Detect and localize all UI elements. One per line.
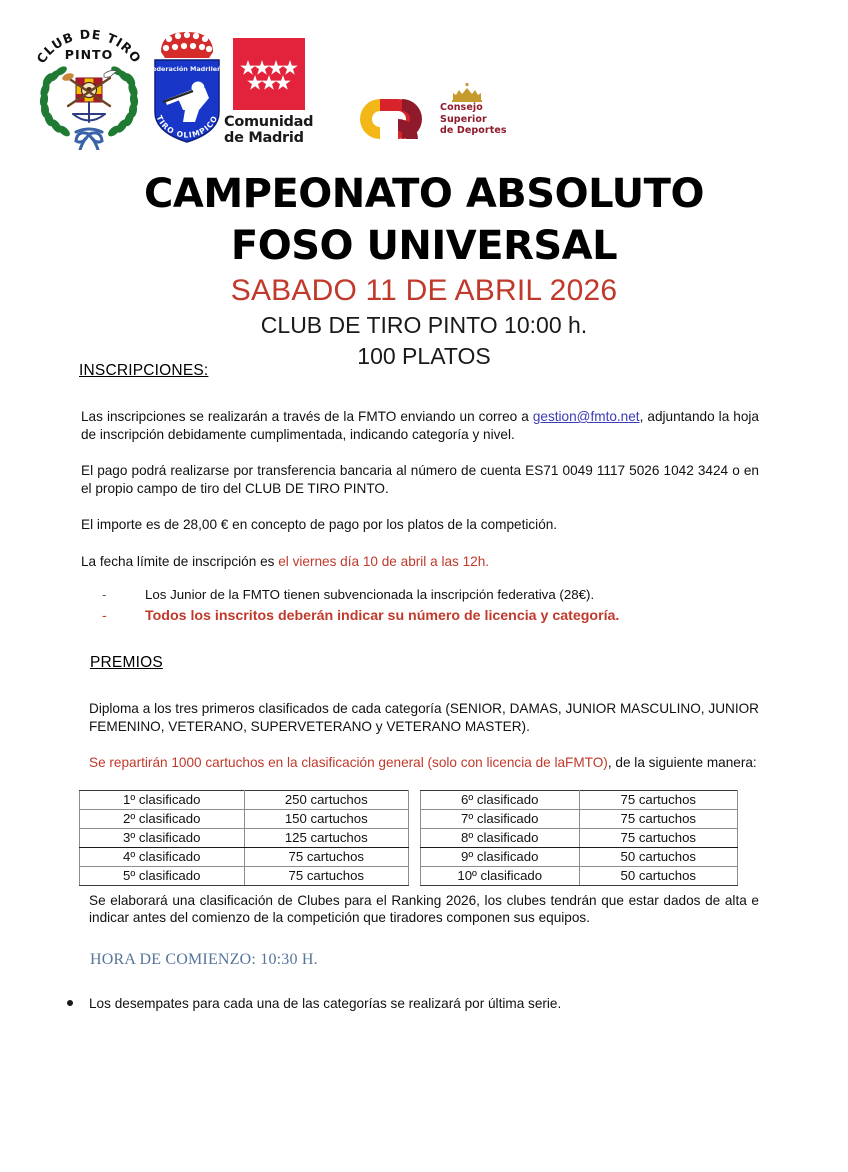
csd-line1: Consejo	[440, 102, 483, 113]
prize-cell: 75 cartuchos	[244, 847, 409, 866]
ranking-clubes-paragraph: Se elaborará una clasificación de Clubes para el Ranking 2026, los clubes tendrán que estar dados de alta e indicar antes del comienzo de la competición que tiradores componen sus equipos.	[89, 892, 759, 925]
table-row	[80, 847, 409, 866]
logo-bar	[28, 18, 507, 150]
csd-mark-icon	[340, 94, 440, 144]
table-row	[421, 828, 738, 847]
seven-stars-icon	[233, 38, 305, 110]
position-cell: 7º clasificado	[421, 809, 580, 828]
title-line-1: CAMPEONATO ABSOLUTO	[144, 171, 704, 217]
position-cell: 8º clasificado	[421, 828, 580, 847]
consejo-superior-de-deportes-logo	[340, 80, 520, 160]
csd-crown-icon	[445, 82, 489, 102]
title-line-2: FOSO UNIVERSAL	[230, 223, 618, 269]
list-item	[102, 586, 848, 604]
list-item	[102, 607, 848, 625]
p1-text-after: , adjuntando la hoja de inscripción debidamente cumplimentada, indicando categoría y nivel.	[81, 409, 759, 442]
prize-cell: 75 cartuchos	[579, 790, 738, 809]
position-cell: 9º clasificado	[421, 847, 580, 866]
table-row	[80, 828, 409, 847]
prize-cell: 50 cartuchos	[579, 847, 738, 866]
inscripciones-paragraph-4	[81, 553, 759, 571]
prize-cell: 75 cartuchos	[244, 866, 409, 885]
list-item-label: Todos los inscritos deberán indicar su número de licencia y categoría.	[145, 608, 620, 624]
table-row	[421, 866, 738, 885]
comunidad-de-madrid-wordmark	[224, 115, 334, 146]
federacion-madrilena-tiro-olimpico-logo	[147, 26, 227, 154]
prize-table-right	[420, 790, 738, 886]
table-row	[80, 866, 409, 885]
club-de-tiro-pinto-logo	[28, 22, 150, 150]
madrid-flag-square	[233, 38, 305, 110]
prize-cell: 75 cartuchos	[579, 828, 738, 847]
csd-line2: Superior	[440, 113, 487, 125]
svg-text:Federación Madrileña: Federación Madrileña	[148, 65, 226, 73]
position-cell: 6º clasificado	[421, 790, 580, 809]
prize-cell: 75 cartuchos	[579, 809, 738, 828]
inscripciones-bullet-list	[0, 586, 848, 625]
svg-text:CLUB DE TIRO: CLUB DE TIRO	[33, 26, 145, 66]
document-tail	[0, 892, 848, 1013]
document-body	[0, 362, 848, 1013]
final-bullet-item	[89, 995, 759, 1013]
position-cell: 3º clasificado	[80, 828, 245, 847]
table-row	[421, 847, 738, 866]
position-cell: 10º clasificado	[421, 866, 580, 885]
svg-text:TIRO OLIMPICO: TIRO OLIMPICO	[154, 113, 220, 140]
table-row	[80, 809, 409, 828]
list-item-label: Los Junior de la FMTO tienen subvencionada la inscripción federativa (28€).	[145, 587, 595, 602]
p1-text-before: Las inscripciones se realizarán a través de la FMTO enviando un correo a	[81, 409, 533, 424]
premios-cartuchos-red: Se repartirán 1000 cartuchos en la clasificación general (solo con licencia de laFMTO)	[89, 755, 608, 770]
prize-cell: 150 cartuchos	[244, 809, 409, 828]
event-platos: 100 PLATOS	[357, 343, 491, 369]
svg-text:PINTO: PINTO	[64, 47, 114, 62]
table-row	[421, 790, 738, 809]
prize-tables	[0, 790, 848, 883]
csd-line3: de Deportes	[440, 125, 507, 136]
prize-cell: 50 cartuchos	[579, 866, 738, 885]
prize-cell: 250 cartuchos	[244, 790, 409, 809]
inscripciones-paragraph-1	[81, 408, 759, 443]
inscripciones-heading: INSCRIPCIONES:	[79, 362, 209, 379]
position-cell: 5º clasificado	[80, 866, 245, 885]
table-row	[421, 809, 738, 828]
bullet-dot-icon	[67, 1000, 73, 1006]
p4-deadline-red: el viernes día 10 de abril a las 12h.	[278, 553, 490, 569]
event-place-time: CLUB DE TIRO PINTO 10:00 h.	[260, 312, 588, 338]
cm-line2: de Madrid	[224, 129, 304, 146]
inscripciones-paragraph-3: El importe es de 28,00 € en concepto de pago por los platos de la competición.	[81, 517, 558, 532]
contact-email-link[interactable]: gestion@fmto.net	[532, 409, 640, 424]
position-cell: 2º clasificado	[80, 809, 245, 828]
premios-paragraph-2	[89, 754, 759, 772]
event-date: SABADO 11 DE ABRIL 2026	[230, 274, 618, 307]
dash-marker: -	[102, 587, 107, 602]
p4-text-before: La fecha límite de inscripción es	[81, 553, 279, 569]
cm-line1: Comunidad	[224, 114, 314, 130]
position-cell: 1º clasificado	[80, 790, 245, 809]
csd-wordmark	[440, 102, 507, 137]
premios-cartuchos-black: , de la siguiente manera:	[607, 755, 757, 770]
position-cell: 4º clasificado	[80, 847, 245, 866]
prize-table-left	[79, 790, 409, 886]
premios-heading: PREMIOS	[90, 654, 163, 671]
title-block	[0, 168, 848, 372]
prize-cell: 125 cartuchos	[244, 828, 409, 847]
hora-de-comienzo: HORA DE COMIENZO: 10:30 H.	[90, 950, 318, 968]
inscripciones-paragraph-2: El pago podrá realizarse por transferencia bancaria al número de cuenta ES71 0049 1117 5026 1042 3424 o en el propio campo de tiro del CLUB DE TIRO PINTO.	[81, 463, 759, 496]
dash-marker: -	[102, 608, 107, 624]
final-bullet-label: Los desempates para cada una de las categorías se realizará por última serie.	[89, 995, 562, 1011]
premios-paragraph-1: Diploma a los tres primeros clasificados de cada categoría (SENIOR, DAMAS, JUNIOR MASCULINO, JUNIOR FEMENINO, VETERANO, SUPERVETERANO y VETERANO MASTER).	[89, 701, 759, 734]
comunidad-de-madrid-logo	[224, 38, 334, 158]
table-row	[80, 790, 409, 809]
